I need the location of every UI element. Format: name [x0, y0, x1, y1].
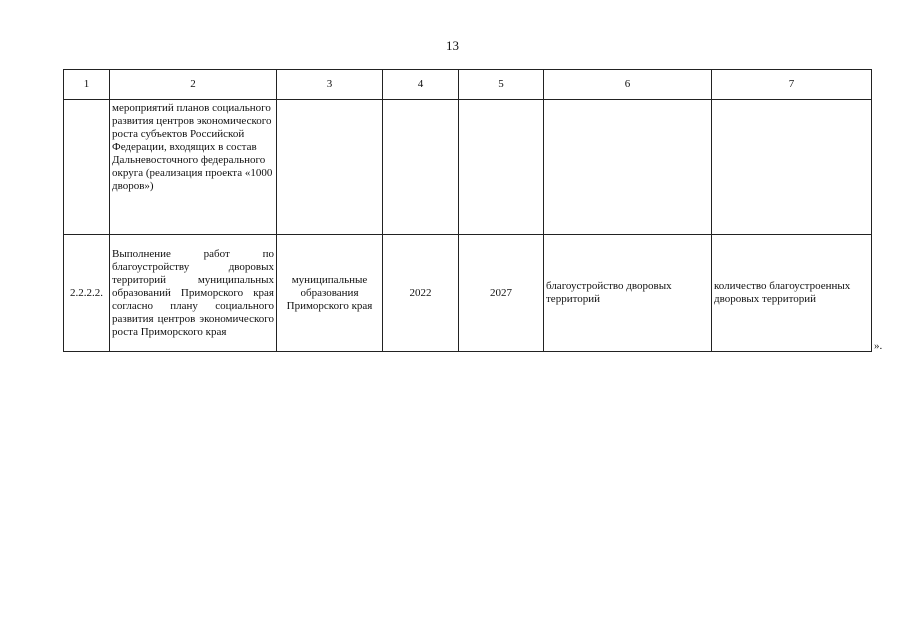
cell-start-year: 2022: [383, 235, 459, 352]
page-number: 13: [446, 38, 459, 53]
cell-end-year: 2027: [459, 235, 544, 352]
cell-executor-empty: [277, 100, 383, 235]
closing-quote-mark: ».: [874, 340, 883, 352]
cell-indicator-empty: [712, 100, 872, 235]
cell-result-empty: [544, 100, 712, 235]
cell-indicator: количество благоустроенных дворовых территорий: [712, 235, 872, 352]
cell-start-empty: [383, 100, 459, 235]
cell-description: Выполнение работ по благоустройству дворовых территорий муниципальных образований Приморского края согласно плану социального развития центров экономического роста Приморского края: [110, 235, 277, 352]
cell-code: 2.2.2.2.: [64, 235, 110, 352]
column-header-1: 1: [64, 70, 110, 100]
cell-description-continued: мероприятий планов социального развития центров экономического роста субъектов Российской Федерации, входящих в состав Дальневосточного федерального округа (реализация проекта «1000 дворов»): [110, 100, 277, 235]
column-header-7: 7: [712, 70, 872, 100]
table-row-continuation: [64, 100, 872, 235]
table-header-row: [64, 70, 872, 100]
cell-result: благоустройство дворовых территорий: [544, 235, 712, 352]
column-header-2: 2: [110, 70, 277, 100]
cell-end-empty: [459, 100, 544, 235]
measures-table: [63, 69, 872, 352]
cell-code-empty: [64, 100, 110, 235]
column-header-6: 6: [544, 70, 712, 100]
cell-executor: муниципальные образования Приморского края: [277, 235, 383, 352]
column-header-5: 5: [459, 70, 544, 100]
column-header-4: 4: [383, 70, 459, 100]
table-row-2-2-2-2: [64, 235, 872, 352]
column-header-3: 3: [277, 70, 383, 100]
